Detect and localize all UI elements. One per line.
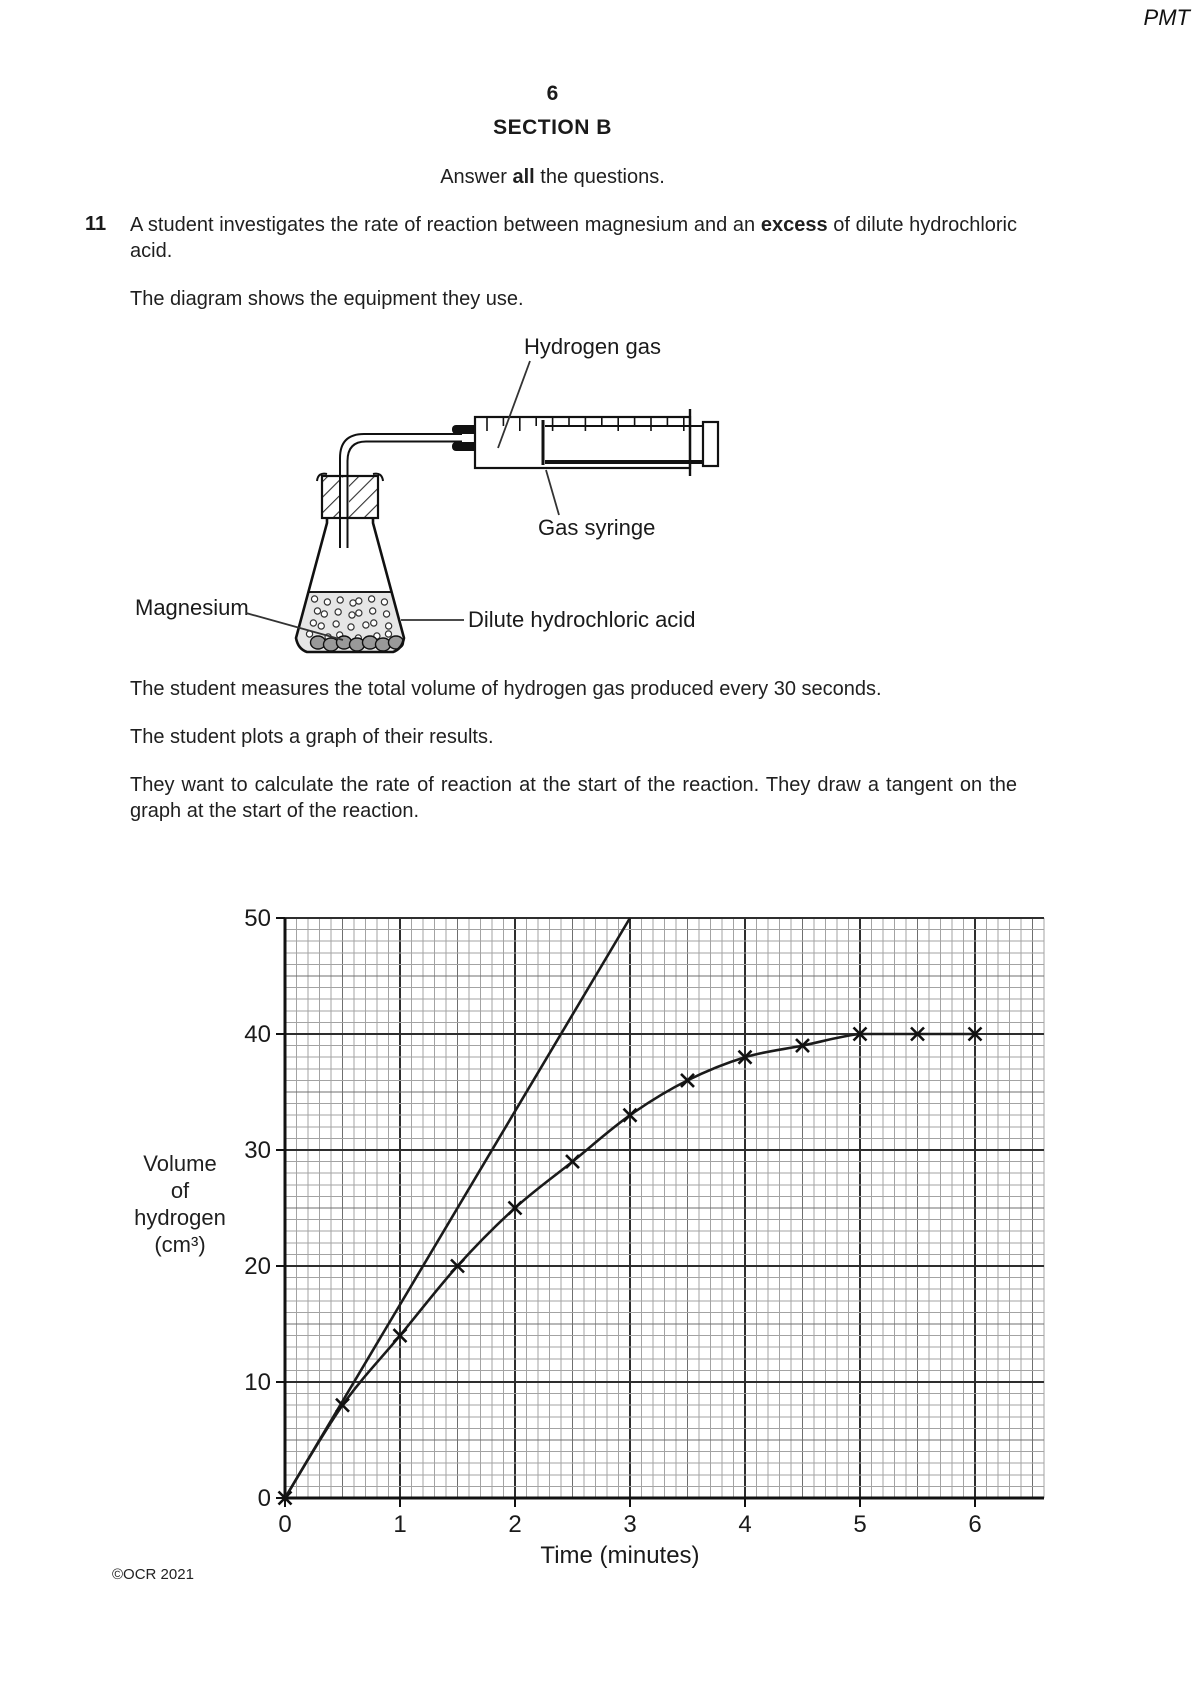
gas-syringe — [475, 409, 718, 476]
instruction-suffix: the questions. — [534, 166, 665, 188]
section-title: SECTION B — [493, 116, 612, 139]
para-measure: The student measures the total volume of hydrogen gas produced every 30 seconds. — [130, 678, 882, 700]
pmt-watermark: PMT — [1143, 5, 1190, 30]
y-axis-title — [128, 1150, 232, 1258]
label-gas-syringe: Gas syringe — [538, 515, 656, 540]
x-tick-label: 4 — [738, 1511, 752, 1538]
copyright: ©OCR 2021 — [112, 1566, 194, 1583]
apparatus-diagram — [100, 330, 790, 670]
y-tick-label: 50 — [244, 905, 271, 932]
x-tick-label: 3 — [623, 1511, 637, 1538]
question-text-part1: A student investigates the rate of reaction between magnesium and an — [130, 214, 761, 236]
y-tick-label: 30 — [244, 1137, 271, 1164]
label-magnesium: Magnesium — [135, 595, 249, 620]
question-text-bold: excess — [760, 214, 828, 236]
label-hydrogen-gas: Hydrogen gas — [524, 334, 661, 359]
x-axis-title: Time (minutes) — [540, 1542, 700, 1569]
instruction-line — [90, 164, 1015, 190]
y-axis-title-line1: Volume — [143, 1151, 217, 1176]
instruction-bold: all — [512, 166, 535, 188]
y-axis-title-line3: hydrogen — [134, 1205, 226, 1230]
question-text-part2: of dilute hydrochloric acid. — [130, 214, 1017, 262]
x-tick-label: 5 — [853, 1511, 867, 1538]
y-tick-label: 10 — [244, 1369, 271, 1396]
para-tangent: They want to calculate the rate of reaction at the start of the reaction. They draw a tangent on the graph at the start of the reaction. — [130, 774, 1017, 822]
plunger-handle — [703, 422, 718, 466]
magnesium-pieces — [311, 636, 404, 651]
x-tick-label: 2 — [508, 1511, 522, 1538]
y-axis-title-line2: of — [170, 1178, 190, 1203]
para-diagram: The diagram shows the equipment they use. — [130, 288, 524, 310]
para-plot: The student plots a graph of their results. — [130, 726, 494, 748]
results-graph — [230, 905, 1075, 1605]
x-tick-label: 0 — [278, 1511, 292, 1538]
y-tick-label: 20 — [244, 1253, 271, 1280]
bung — [317, 474, 383, 518]
x-tick-label: 6 — [968, 1511, 982, 1538]
y-axis-title-line4: (cm³) — [154, 1232, 206, 1257]
question-number: 11 — [85, 213, 107, 235]
instruction-prefix: Answer — [440, 166, 513, 188]
question-text — [130, 212, 1017, 264]
grid — [285, 918, 1044, 1498]
leader-gas-syringe — [546, 470, 559, 515]
label-dilute-acid: Dilute hydrochloric acid — [468, 607, 696, 632]
question-11 — [85, 212, 1017, 264]
y-tick-label: 0 — [257, 1485, 271, 1512]
x-tick-label: 1 — [393, 1511, 407, 1538]
y-tick-label: 40 — [244, 1021, 271, 1048]
page-number: 6 — [546, 82, 559, 105]
